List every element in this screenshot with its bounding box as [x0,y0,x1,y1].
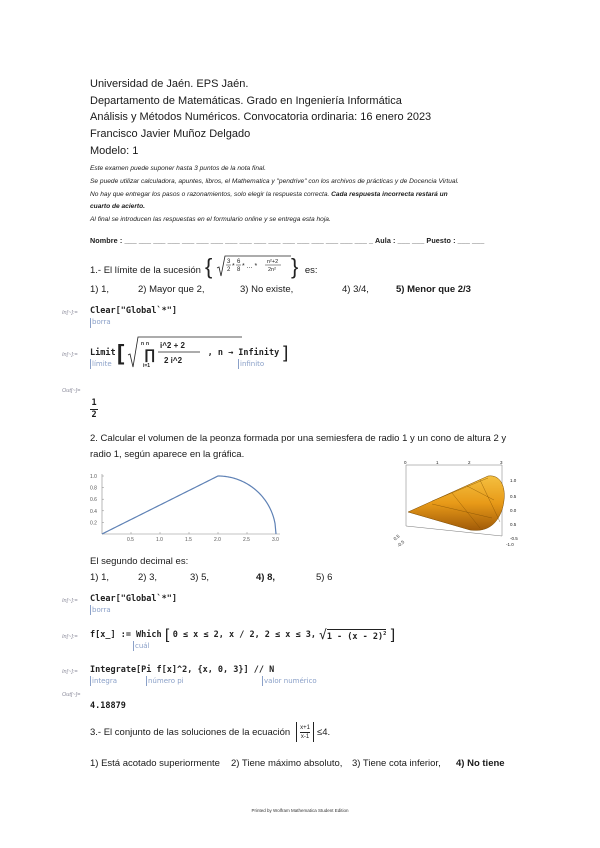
q1-note-rule-3 [238,359,239,369]
svg-text:*: * [231,263,235,270]
q2-note-cual: cuál [135,642,150,650]
svg-text:* ... *: * ... * [241,263,258,270]
x-tick-label: 0.5 [127,537,134,543]
limit-suffix: , n → Infinity [207,348,280,358]
y-tick-label: 0.2 [90,520,97,527]
which-prefix: f[x_] := Which [90,630,162,640]
question-1-options [90,284,510,298]
q1-output-den: 2 [91,410,97,420]
x-tick-b: -0.5 [396,539,406,548]
q2-option-1[interactable]: 1) 1, [90,572,110,583]
header-university: Universidad de Jaén. EPS Jaén. [90,78,249,90]
x-tick-a: 0.5 [392,533,401,542]
top-axis-label-2: 2 [468,460,471,465]
product-upper: n [145,341,149,347]
q2-note-rule-5 [262,676,263,686]
q1-option-4[interactable]: 4) 3/4, [342,284,369,295]
name-line: Nombre : ___ ___ ___ ___ ___ ___ ___ ___ ___ ___ ___ ___ ___ ___ ___ ___ ___ _ Aula : ___ ___ Puesto : ___ ___ [90,236,485,245]
question-3-suffix: ≤4. [317,726,331,738]
q2-note-rule-3 [90,676,91,686]
sqrt-argument [327,629,387,642]
limit-denominator: 2 i^2 [163,356,182,365]
question-3-options [90,758,530,772]
q1-option-2[interactable]: 2) Mayor que 2, [138,284,205,295]
question-1 [90,254,318,282]
sqrt-symbol: √ [318,627,327,643]
x-tick-label: 2.5 [243,537,250,543]
q3-option-2[interactable]: 2) Tiene máximo absoluto, [231,758,343,769]
question-2-text-b: radio 1, según aparece en la gráfica. [90,449,245,460]
q2-in-label-1: In[~]:= [62,598,78,604]
profile-plot [86,470,282,546]
top-axis-label-3: 3 [500,460,503,465]
svg-text:8: 8 [236,267,241,273]
q2-note-rule-4 [146,676,147,686]
q1-in-label-2: In[~]:= [62,352,78,358]
q1-code-limit[interactable]: Limit [ n ∏ n i=1 i^2 + 2 2 i^2 , n → Infinity ] [90,335,291,371]
q1-note-borra: borra [92,318,111,326]
q2-note-valor: valor numérico [264,677,317,685]
limit-root-index: n [140,341,144,347]
q2-code-clear[interactable]: Clear["Global`*"] [90,594,177,604]
sequence-formula [203,252,303,282]
svg-text:2n²: 2n² [267,267,276,273]
q1-output [90,398,98,420]
x-tick-label: 2.0 [214,537,221,543]
abs-fraction [296,722,314,742]
q2-option-2[interactable]: 2) 3, [138,572,158,583]
q2-note-rule-2 [133,641,134,651]
q1-out-label: Out[~]= [62,388,81,394]
svg-text:[: [ [116,340,124,365]
sqrt-exponent: 2 [383,630,387,637]
question-1-text: 1.- El límite de la sucesión [90,264,201,276]
q2-note-rule-1 [90,605,91,615]
q1-note-infinito: infinito [240,360,265,368]
q2-code-integrate[interactable]: Integrate[Pi f[x]^2, {x, 0, 3}] // N [90,665,275,675]
z-tick-2: 0.5 [510,494,517,499]
spinning-top-surface [408,476,504,531]
svg-text:3: 3 [226,259,231,265]
question-2-decimal-prompt: El segundo decimal es: [90,556,189,567]
q2-output-value: 4.18879 [90,701,126,711]
q1-code-clear[interactable]: Clear["Global`*"] [90,306,177,316]
y-tick-label: 1.0 [90,474,97,480]
q1-option-5[interactable]: 5) Menor que 2/3 [396,284,471,295]
top-axis-label-1: 1 [436,460,439,465]
q3-option-4[interactable]: 4) No tiene [456,758,505,769]
q1-output-num: 1 [91,398,97,408]
y-tick-label: 0.4 [90,508,97,515]
q2-option-3[interactable]: 3) 5, [190,572,210,583]
product-lower: i=1 [142,363,150,369]
question-2-text-a: 2. Calcular el volumen de la peonza formada por una semiesfera de radio 1 y un cono de altura 2 y [90,433,507,444]
profile-plot-line [102,476,276,534]
z-tick-3: 0.0 [510,508,517,513]
q2-in-label-3: In[~]:= [62,669,78,675]
q2-option-5[interactable]: 5) 6 [316,572,333,583]
question-3-text: 3.- El conjunto de las soluciones de la ecuación [90,726,291,738]
q3-option-3[interactable]: 3) Tiene cota inferior, [352,758,441,769]
q3-option-1[interactable]: 1) Está acotado superiormente [90,758,220,769]
which-conditions: 0 ≤ x ≤ 2, x / 2, 2 ≤ x ≤ 3, [172,630,316,640]
header-model: Modelo: 1 [90,145,139,157]
q1-note-rule-2 [90,359,91,369]
x-tick-label: 3.0 [272,537,279,543]
instruction-points: Este examen puede suponer hasta 3 puntos de la nota final. [90,165,266,172]
svg-text:∏: ∏ [143,346,156,362]
instruction-submit: Al final se introducen las respuestas en el formulario online y se entrega esta hoja. [90,216,331,223]
svg-text:}: } [290,254,299,279]
spinning-top-3d-plot [392,460,524,548]
q2-out-label: Out[~]= [62,692,81,698]
footer-printed-by: Printed by Wolfram Mathematica Student Edition [251,808,349,813]
q2-option-4[interactable]: 4) 8, [256,572,276,583]
q1-in-label-1: In[~]:= [62,310,78,316]
x-tick-label: 1.5 [185,537,192,543]
instruction-materials: Se puede utilizar calculadora, apuntes, libros, el Mathematica y "pendrive" con los archivos de prácticas y de Docencia Virtual. [90,178,459,185]
q1-option-3[interactable]: 3) No existe, [240,284,294,295]
y-tick-1: 0.5 [510,522,517,527]
q1-note-limite: límite [92,360,112,368]
y-tick-2: -0.5 [510,536,518,541]
svg-text:2: 2 [226,267,231,273]
instruction-answers [90,191,448,198]
x-tick-label: 1.0 [156,537,163,543]
header-course: Análisis y Métodos Numéricos. Convocatoria ordinaria: 16 enero 2023 [90,111,432,123]
q1-note-rule [90,318,91,328]
instruction-penalty: Cada respuesta incorrecta restará un [331,191,448,198]
svg-text:n²+2: n²+2 [266,259,279,265]
q2-note-borra: borra [92,606,111,614]
question-2-options [90,572,350,586]
y-tick-label: 0.8 [90,485,97,492]
header-author: Francisco Javier Muñoz Delgado [90,128,251,140]
question-3 [90,722,330,742]
fraction-denominator: x-1 [300,733,310,740]
q1-option-1[interactable]: 1) 1, [90,284,110,295]
profile-plot-axes [90,474,280,543]
limit-keyword: Limit [90,348,116,358]
q2-code-which[interactable]: f[x_] := Which [ 0 ≤ x ≤ 2, x / 2, 2 ≤ x ≤ 3, √ 1 - (x - 2)$^2$ ] [90,626,398,644]
limit-numerator: i^2 + 2 [159,341,185,350]
fraction-numerator: x+1 [300,724,310,731]
instruction-penalty-end: cuarto de acierto. [90,203,145,210]
q2-note-pi: número pi [148,677,184,685]
q2-note-integra: integra [92,677,118,685]
svg-text:{: { [204,254,213,279]
instruction-answers-text: No hay que entregar los pasos o razonamientos, solo elegir la respuesta correcta. [90,191,332,198]
top-axis-label-0: 0 [404,460,407,465]
svg-text:6: 6 [236,259,241,265]
y-tick-label: 0.6 [90,497,97,504]
y-tick-3: -1.0 [506,542,514,547]
z-tick-1: 1.0 [510,478,517,483]
sqrt-argument-text: 1 - (x - 2) [326,631,384,642]
header-department: Departamento de Matemáticas. Grado en Ingeniería Informática [90,95,402,107]
q2-in-label-2: In[~]:= [62,634,78,640]
question-1-suffix: es: [304,264,318,276]
